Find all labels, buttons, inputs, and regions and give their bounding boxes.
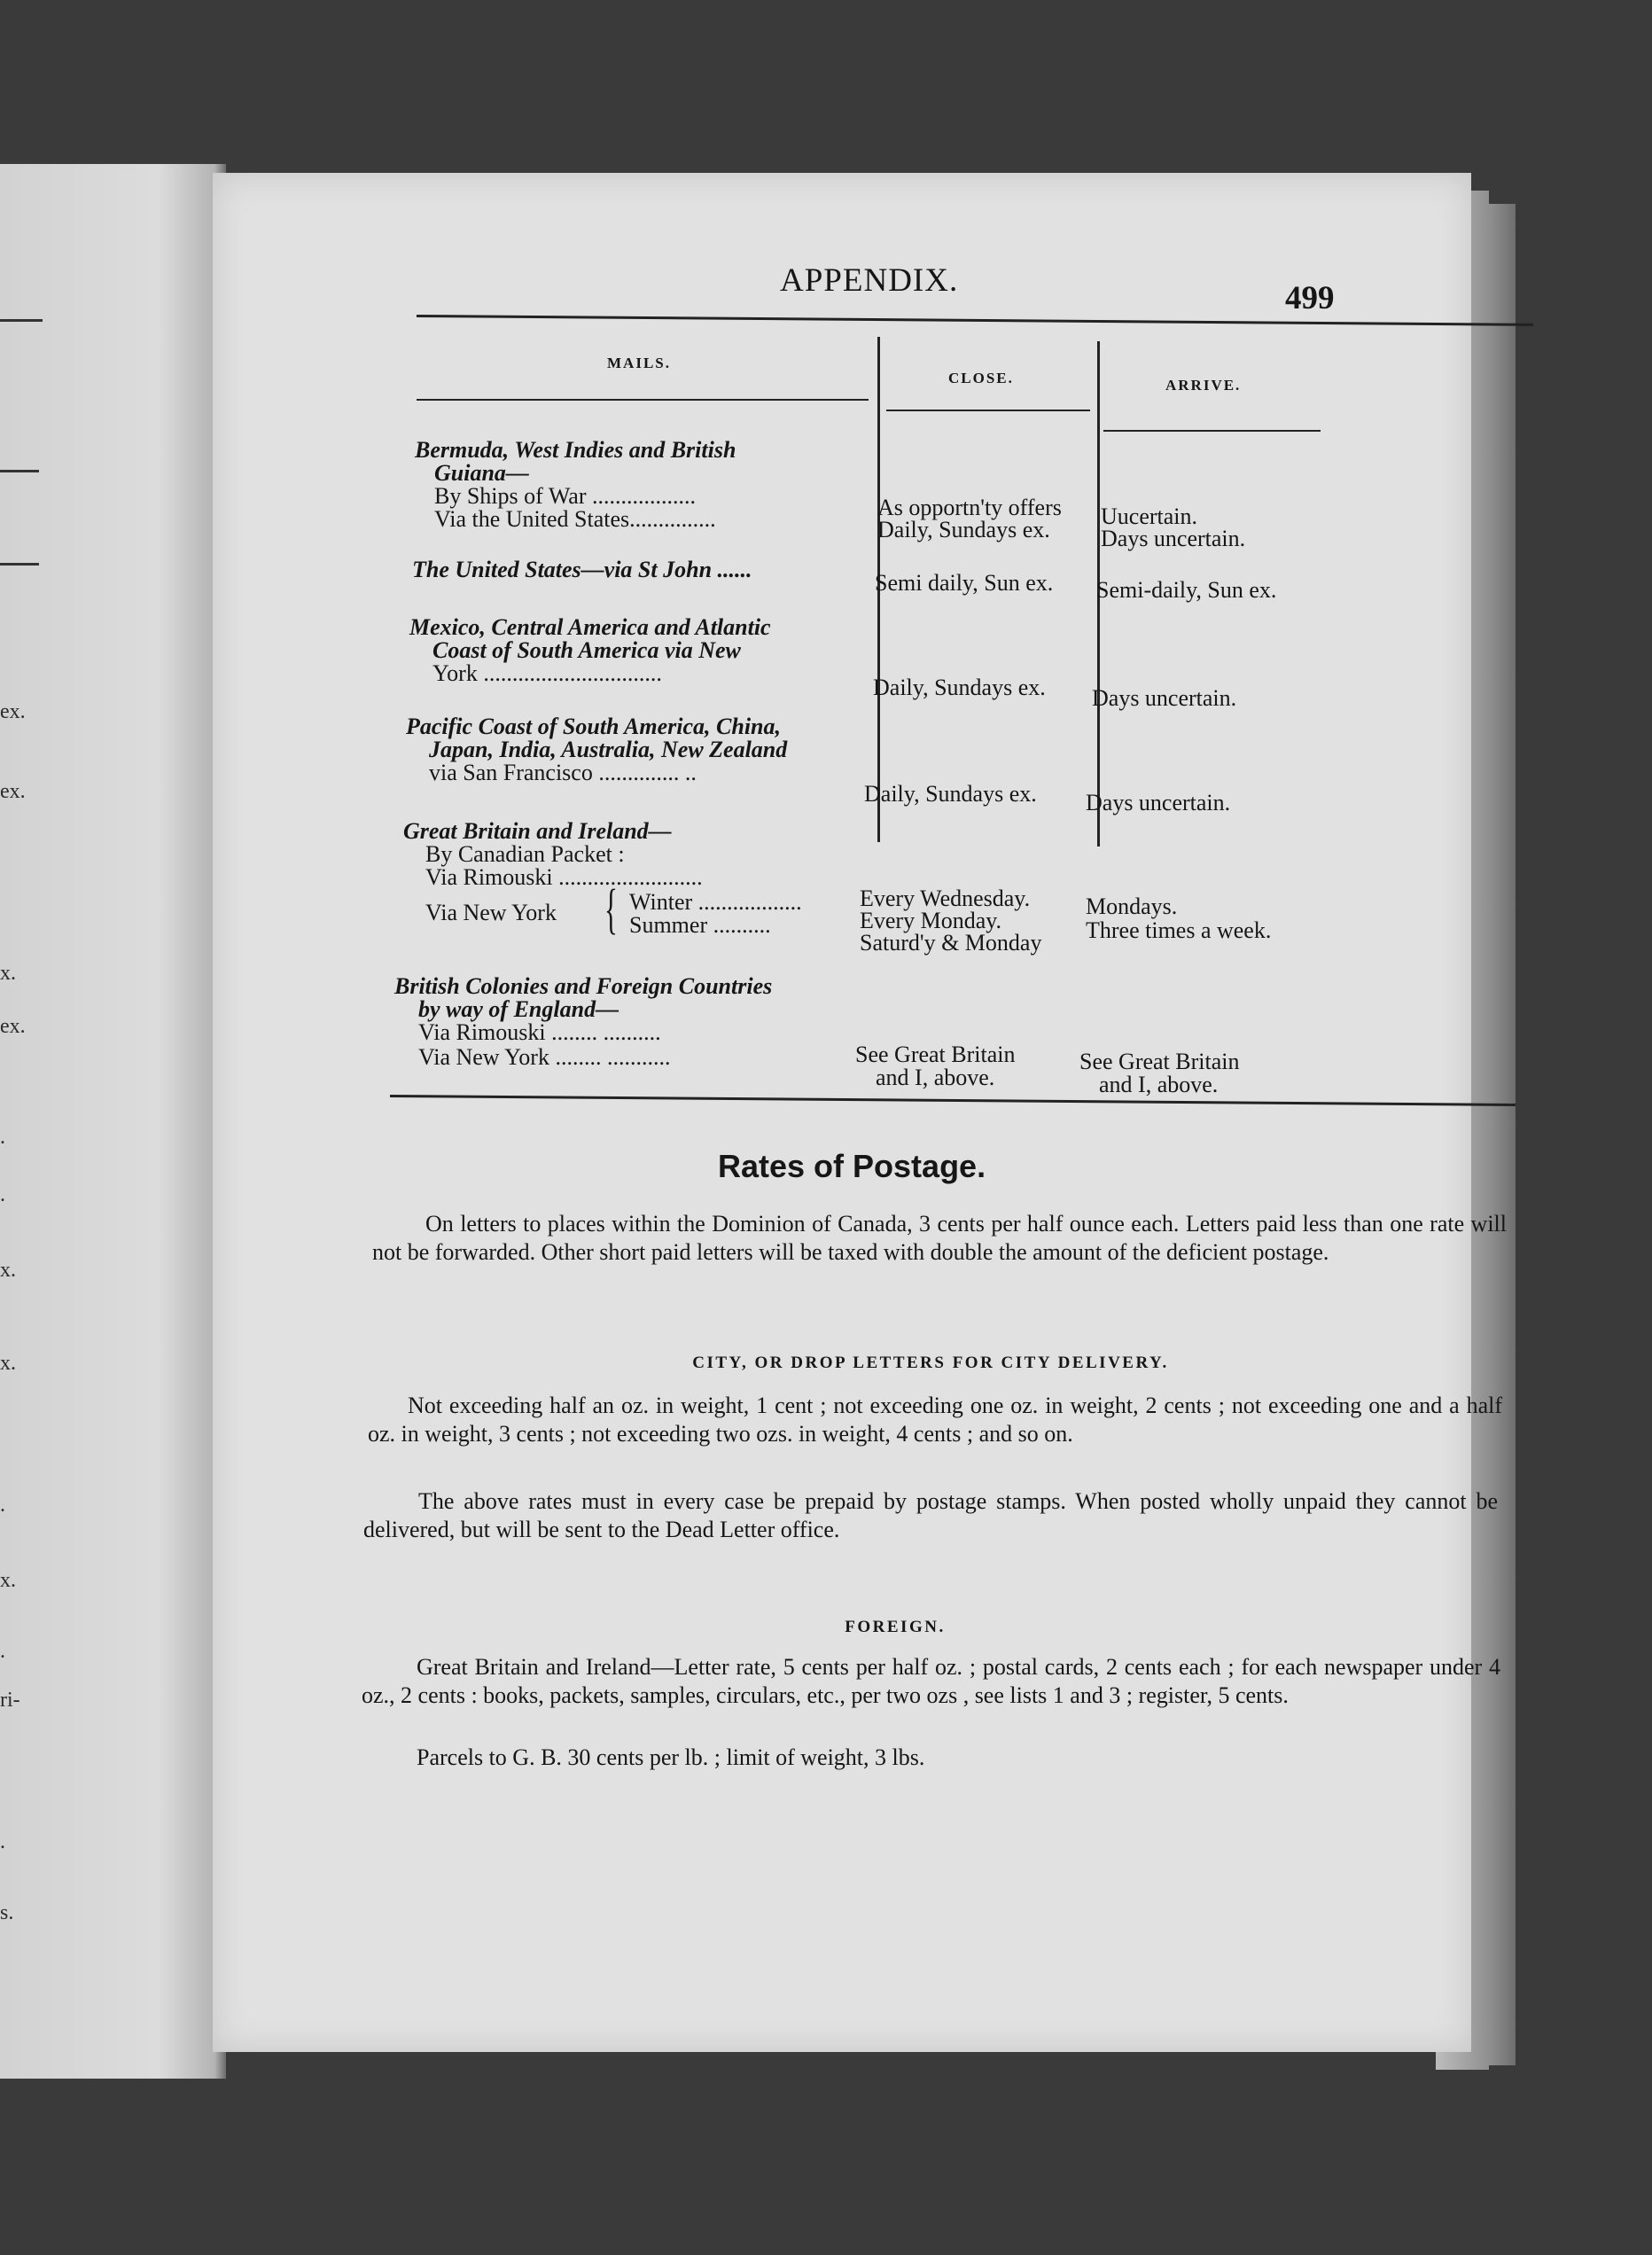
mail-route: British Colonies and Foreign Countries bbox=[394, 973, 773, 999]
column-header-arrive: ARRIVE. bbox=[1165, 377, 1242, 394]
foreign-paragraph: Great Britain and Ireland—Letter rate, 5 cents per half oz. ; postal cards, 2 cents each ; for each newspaper under 4 oz., 2 cents : books, packets, samples, circulars, etc., per two ozs , see lists 1 and 3 ; register, 5 cents. bbox=[362, 1654, 1500, 1708]
page-number: 499 bbox=[1285, 280, 1335, 316]
foreign-paragraph: Parcels to G. B. 30 cents per lb. ; limit of weight, 3 lbs. bbox=[417, 1744, 925, 1770]
mail-route: Via New York ........ ........... bbox=[418, 1044, 671, 1070]
mail-route: Summer .......... bbox=[629, 912, 771, 938]
table-bottom-rule bbox=[390, 1095, 1516, 1106]
close-time: Daily, Sundays ex. bbox=[864, 781, 1037, 807]
arrival-time: Days uncertain. bbox=[1092, 685, 1237, 711]
section-title: Rates of Postage. bbox=[718, 1148, 986, 1184]
close-time: Every Monday. bbox=[860, 908, 1002, 933]
subsection-heading: CITY, OR DROP LETTERS FOR CITY DELIVERY. bbox=[692, 1354, 1169, 1372]
facing-page bbox=[0, 164, 226, 2079]
intro-paragraph: On letters to places within the Dominion of Canada, 3 cents per half ounce each. Letters paid less than one rate will not be forwarded. Other short paid letters will be taxed with double the amount of the deficient postage. bbox=[372, 1211, 1507, 1265]
mail-route: York ............................... bbox=[432, 660, 662, 686]
arrival-time: See Great Britain bbox=[1079, 1049, 1240, 1074]
facing-text-fragment: ex. bbox=[0, 780, 26, 803]
arrival-time: Uucertain. bbox=[1101, 503, 1198, 529]
mail-route: Winter .................. bbox=[629, 889, 802, 915]
table-top-rule bbox=[417, 315, 1533, 326]
facing-text-fragment: ex. bbox=[0, 700, 26, 723]
mail-route: The United States—via St John ...... bbox=[412, 557, 752, 582]
mail-route: Great Britain and Ireland— bbox=[403, 818, 672, 844]
facing-text-fragment: . bbox=[0, 1640, 5, 1663]
header-rule bbox=[886, 410, 1090, 411]
mail-route: Via Rimouski ......................... bbox=[425, 864, 703, 890]
close-time: Saturd'y & Monday bbox=[860, 930, 1042, 956]
close-time: Every Wednesday. bbox=[860, 886, 1031, 911]
facing-text-fragment: x. bbox=[0, 1259, 16, 1282]
close-time: Daily, Sundays ex. bbox=[873, 675, 1046, 700]
mail-route: Coast of South America via New bbox=[432, 637, 741, 663]
close-time: See Great Britain bbox=[855, 1042, 1016, 1067]
facing-text-fragment: . bbox=[0, 1830, 5, 1853]
column-header-close: CLOSE. bbox=[948, 370, 1014, 386]
close-time: Daily, Sundays ex. bbox=[877, 517, 1050, 542]
arrival-time: Semi-daily, Sun ex. bbox=[1096, 577, 1277, 603]
mail-route: Mexico, Central America and Atlantic bbox=[409, 614, 771, 640]
mail-route: Guiana— bbox=[434, 460, 529, 486]
header-rule bbox=[1103, 430, 1321, 432]
mail-route: By Ships of War .................. bbox=[434, 483, 696, 509]
facing-text-fragment: x. bbox=[0, 962, 16, 985]
facing-text-fragment: . bbox=[0, 1126, 5, 1149]
header-rule bbox=[417, 399, 869, 401]
mail-route: Pacific Coast of South America, China, bbox=[406, 714, 782, 739]
facing-text-fragment: s. bbox=[0, 1901, 14, 1924]
arrival-time: and I, above. bbox=[1099, 1072, 1219, 1097]
facing-text-fragment: x. bbox=[0, 1569, 16, 1592]
mail-route: via San Francisco .............. .. bbox=[429, 760, 697, 785]
facing-text-fragment: . bbox=[0, 1183, 5, 1206]
city-paragraph: The above rates must in every case be prepaid by postage stamps. When posted wholly unpaid they cannot be delivered, but will be sent to the Dead Letter office. bbox=[363, 1488, 1498, 1542]
column-header-mails: MAILS. bbox=[607, 355, 671, 371]
close-time: As opportn'ty offers bbox=[877, 495, 1062, 520]
mail-route: Via the United States............... bbox=[434, 506, 716, 532]
arrival-time: Days uncertain. bbox=[1086, 790, 1231, 815]
facing-text-fragment: ri- bbox=[0, 1689, 20, 1712]
arrival-time: Mondays. bbox=[1086, 893, 1178, 919]
mail-route: By Canadian Packet : bbox=[425, 841, 625, 867]
brace-glyph: { bbox=[604, 879, 618, 940]
mail-route: Via New York bbox=[425, 900, 557, 925]
arrival-time: Days uncertain. bbox=[1101, 526, 1246, 551]
facing-text-fragment: x. bbox=[0, 1352, 16, 1375]
facing-text-fragment: . bbox=[0, 1494, 5, 1517]
facing-text-fragment: ex. bbox=[0, 1015, 26, 1038]
running-title: APPENDIX. bbox=[780, 262, 959, 299]
city-paragraph: Not exceeding half an oz. in weight, 1 cent ; not exceeding one oz. in weight, 2 cents ; not exceeding one and a half oz. in weight, 3 cents ; not exceeding two ozs. in weight, 4 cents ; and so on. bbox=[368, 1393, 1502, 1447]
mail-route: by way of England— bbox=[418, 996, 620, 1022]
close-time: Semi daily, Sun ex. bbox=[875, 570, 1054, 596]
facing-rule bbox=[0, 319, 43, 322]
book-page bbox=[213, 173, 1507, 2052]
mail-route: Via Rimouski ........ .......... bbox=[418, 1019, 661, 1045]
mail-route: Bermuda, West Indies and British bbox=[415, 437, 736, 463]
subsection-heading: FOREIGN. bbox=[845, 1618, 946, 1636]
mail-route: Japan, India, Australia, New Zealand bbox=[429, 737, 788, 762]
arrival-time: Three times a week. bbox=[1086, 917, 1272, 943]
facing-rule bbox=[0, 470, 39, 472]
facing-rule bbox=[0, 563, 39, 566]
close-time: and I, above. bbox=[876, 1065, 995, 1090]
